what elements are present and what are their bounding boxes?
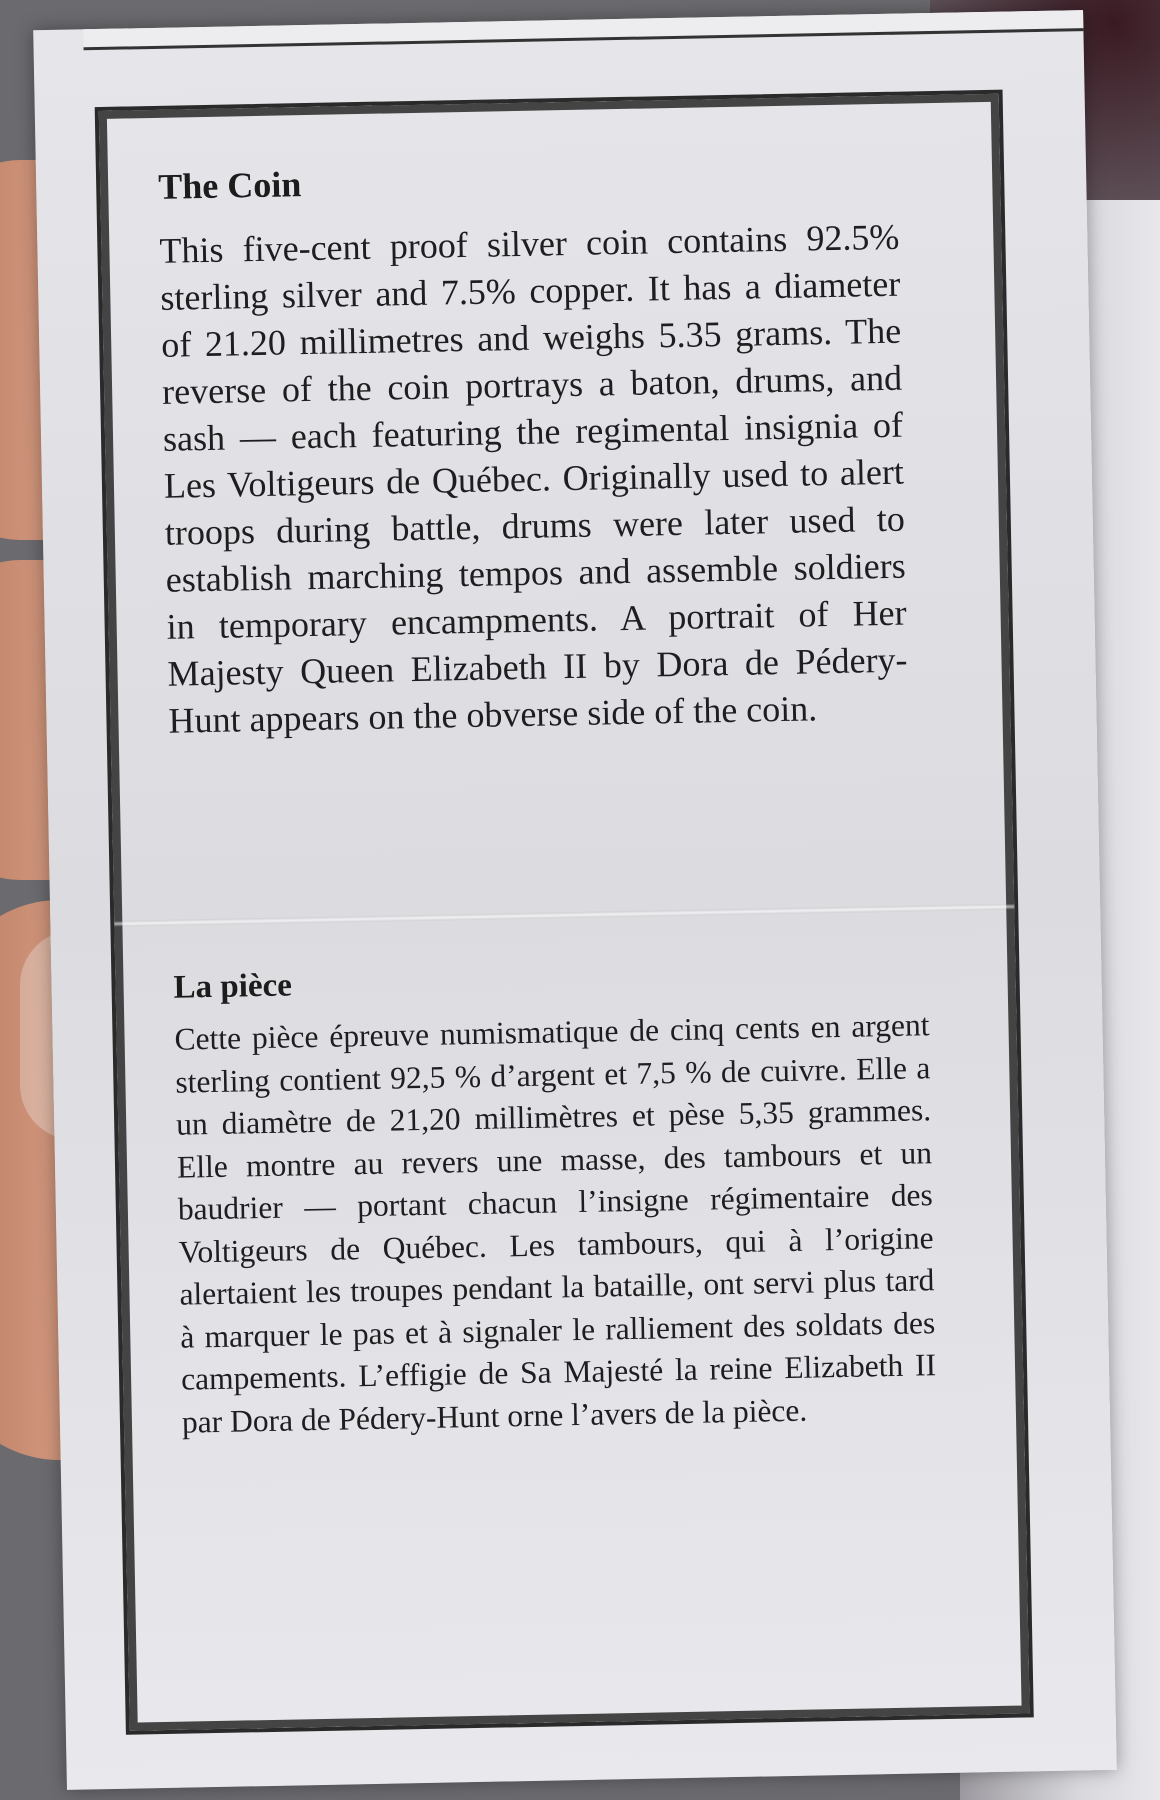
english-body: This five-cent proof silver coin contains 92.5% sterling silver and 7.5% copper. It has a diameter of 21.20 millimetres and weighs 5.35 grams. The reverse of the coin portrays a baton, drums, and sash — each featuring the regimental insignia of Les Voltigeurs de Québec. Originally used to alert troops during battle, drums were later used to establish marching tempos and assemble soldiers in temporary encampments. A portrait of Her Majesty Queen Elizabeth II by Dora de Pédery-Hunt appears on the obverse side of the coin. <box>159 216 908 741</box>
english-heading: The Coin <box>157 164 302 207</box>
card-border-frame <box>95 90 1034 1735</box>
coin-info-card <box>33 10 1117 1790</box>
french-heading: La pièce <box>173 967 293 1006</box>
french-section <box>173 956 937 1444</box>
french-body: Cette pièce épreuve numismatique de cinq cents en argent sterling contient 92,5 % d’argent et 7,5 % de cuivre. Elle a un diamètre de 21,20 millimètres et pèse 5,35 grammes. Elle montre au revers une masse, des tambours et un baudrier — portant chacun l’insigne régimentaire des Voltigeurs de Québec. Les tambours, qui à l’origine alertaient les troupes pendant la bataille, ont servi plus tard à marquer le pas et à signaler le ralliement des soldats des campements. L’effigie de Sa Majesté la reine Elizabeth II par Dora de Pédery-Hunt orne l’avers de la pièce. <box>174 1007 937 1440</box>
english-section <box>158 152 909 745</box>
card-top-edge <box>83 10 1083 50</box>
fold-crease <box>114 904 1014 927</box>
